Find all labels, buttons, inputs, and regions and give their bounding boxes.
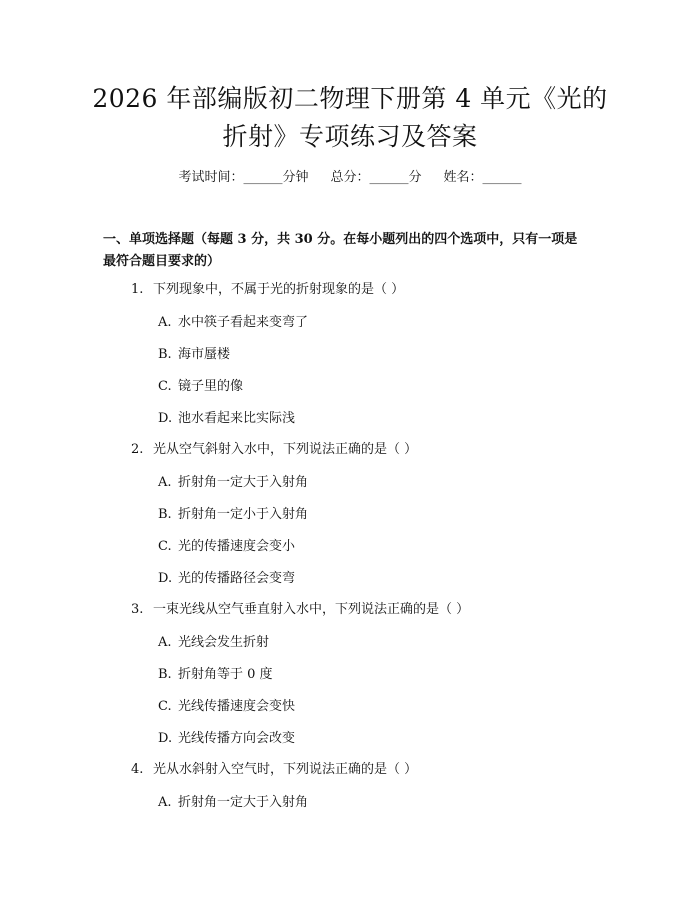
question-1 — [131, 280, 404, 300]
option-text: 光的传播速度会变小 — [178, 539, 296, 554]
question-1-option-a — [158, 313, 308, 333]
question-text: 光从水斜射入空气时，下列说法正确的是（ ） — [153, 762, 418, 777]
question-number: 1. — [131, 282, 144, 297]
option-text: 镜子里的像 — [178, 379, 244, 394]
option-text: 折射角等于 0 度 — [178, 667, 273, 682]
section-heading — [103, 229, 603, 273]
exam-info-row — [0, 168, 700, 188]
page-title-line-2: 折射》专项练习及答案 — [222, 122, 478, 151]
question-1-option-c — [158, 377, 243, 397]
option-letter: D. — [158, 571, 173, 586]
option-text: 光线传播速度会变快 — [178, 699, 296, 714]
page-title-line-1: 2026 年部编版初二物理下册第 4 单元《光的 — [92, 84, 608, 113]
option-text: 折射角一定大于入射角 — [178, 795, 309, 810]
exam-time-label: 考试时间：______分钟 — [178, 170, 309, 185]
option-letter: A. — [158, 795, 172, 810]
question-number: 4. — [131, 762, 144, 777]
section-heading-line-2: 最符合题目要求的） — [103, 254, 221, 269]
option-letter: C. — [158, 539, 172, 554]
question-2-option-a — [158, 473, 308, 493]
question-1-option-b — [158, 345, 230, 365]
option-text: 海市蜃楼 — [178, 347, 231, 362]
option-text: 折射角一定小于入射角 — [178, 507, 309, 522]
option-letter: A. — [158, 635, 172, 650]
question-3-option-c — [158, 697, 295, 717]
question-2-option-b — [158, 505, 308, 525]
question-4-option-a — [158, 793, 308, 813]
question-3-option-b — [158, 665, 273, 685]
question-text: 一束光线从空气垂直射入水中，下列说法正确的是（ ） — [153, 602, 470, 617]
total-score-label: 总分：______分 — [330, 170, 422, 185]
option-letter: D. — [158, 731, 173, 746]
question-number: 2. — [131, 442, 144, 457]
question-3 — [131, 600, 469, 620]
option-text: 光线传播方向会改变 — [178, 731, 296, 746]
option-text: 水中筷子看起来变弯了 — [178, 315, 309, 330]
question-text: 光从空气斜射入水中，下列说法正确的是（ ） — [153, 442, 418, 457]
option-letter: C. — [158, 699, 172, 714]
question-text: 下列现象中，不属于光的折射现象的是（ ） — [153, 282, 405, 297]
option-letter: B. — [158, 507, 172, 522]
option-text: 光的传播路径会变弯 — [178, 571, 296, 586]
question-4 — [131, 760, 417, 780]
question-3-option-d — [158, 729, 295, 749]
question-2-option-d — [158, 569, 295, 589]
option-letter: A. — [158, 475, 172, 490]
question-3-option-a — [158, 633, 269, 653]
option-text: 光线会发生折射 — [178, 635, 270, 650]
question-2 — [131, 440, 417, 460]
option-letter: A. — [158, 315, 172, 330]
option-letter: B. — [158, 667, 172, 682]
option-letter: C. — [158, 379, 172, 394]
option-letter: B. — [158, 347, 172, 362]
question-number: 3. — [131, 602, 144, 617]
question-1-option-d — [158, 409, 295, 429]
student-name-label: 姓名：______ — [443, 170, 522, 185]
option-text: 池水看起来比实际浅 — [178, 411, 296, 426]
option-text: 折射角一定大于入射角 — [178, 475, 309, 490]
question-2-option-c — [158, 537, 295, 557]
section-heading-line-1: 一、单项选择题（每题 3 分，共 30 分。在每小题列出的四个选项中，只有一项是 — [103, 232, 578, 247]
option-letter: D. — [158, 411, 173, 426]
